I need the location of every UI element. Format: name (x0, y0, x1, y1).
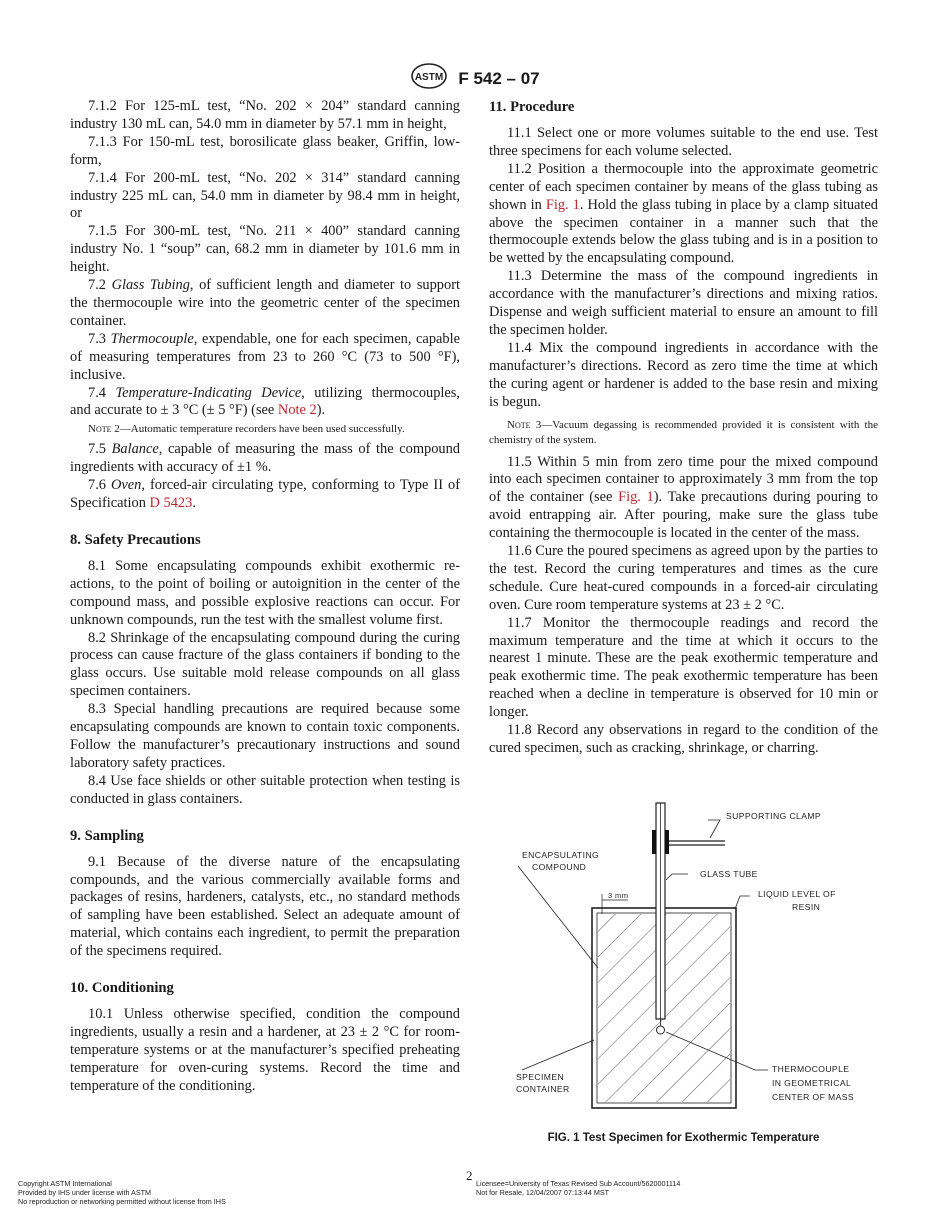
label-compound: COMPOUND (532, 862, 587, 872)
paragraph-11-5: 11.5 Within 5 min from zero time pour the mixed compound into each specimen container to approximately 3 mm from the top of the container (see Fig. 1). Take precautions during pouring to avoid entrapping air. After pouring, make sure the glass tube containing the thermocouple is located in the center of the mass. (489, 453, 878, 542)
paragraph-8-3: 8.3 Special handling precautions are required because some encapsulating compounds are known to contain toxic components. Follow the manufacturer’s precautionary instructions and sound laboratory safety practices. (70, 701, 460, 771)
paragraph-8-4: 8.4 Use face shields or other suitable protection when testing is conducted in glass containers. (70, 772, 460, 807)
footer-left: Copyright ASTM International Provided by IHS under license with ASTM No reproduction or networking permitted without license from IHS (18, 1179, 226, 1206)
label-liquid-level: LIQUID LEVEL OF (758, 889, 836, 899)
paragraph-7-1-2: 7.1.2 For 125-mL test, “No. 202 × 204” standard canning industry 130 mL can, 54.0 mm in diameter by 57.1 mm in height, (70, 98, 460, 132)
paragraph-7-1-5: 7.1.5 For 300-mL test, “No. 211 × 400” standard canning industry No. 1 “soup” can, 68.2 mm in diameter by 101.6 mm in height. (70, 223, 460, 276)
label-container: CONTAINER (516, 1084, 570, 1094)
page-header (0, 62, 950, 90)
paragraph-7-3: 7.3 Thermocouple, expendable, one for each specimen, capable of measuring temperatures from 23 to 260 °C (73 to 500 °F), inclusive. (70, 330, 460, 383)
paragraph-7-1-4: 7.1.4 For 200-mL test, “No. 202 × 314” standard canning industry 225 mL can, 54.0 mm in diameter by 98.4 mm in height, or (70, 169, 460, 222)
figure-caption: FIG. 1 Test Specimen for Exothermic Temperature (547, 1132, 820, 1144)
right-column (489, 98, 878, 758)
paragraph-11-6: 11.6 Cure the poured specimens as agreed upon by the parties to the test. Record the curing temperatures and times as the cure schedule. Cure heat-cured compounds in a forced-air circulating oven. Cure room temperature systems at 23 ± 2 °C. (489, 543, 878, 613)
standard-designation: F 542 – 07 (458, 68, 540, 88)
astm-logo-icon (410, 62, 448, 95)
label-glass-tube: GLASS TUBE (700, 869, 758, 879)
note-2-link[interactable]: Note 2 (277, 402, 317, 419)
section-9-heading: 9. Sampling (70, 827, 144, 844)
paragraph-9-1: 9.1 Because of the diverse nature of the encapsulating compounds, and the various commercially available forms and packages of resins, hardeners, catalysts, etc., no standard methods of sampling have been established. Select an adequate amount of material, which contains each ingredient, to permit the preparation of the specimens required. (70, 853, 460, 960)
paragraph-8-2: 8.2 Shrinkage of the encapsulating compound during the curing process can cause fracture of the glass containers if bonding to the glass occurs. Use suitable mold release compounds on all glass specimen containers. (70, 629, 460, 700)
page-number: 2 (466, 1168, 473, 1183)
paragraph-7-5: 7.5 Balance, capable of measuring the mass of the compound ingredients with accuracy of ±1 %. (70, 441, 460, 476)
svg-text:ASTM: ASTM (415, 72, 444, 83)
paragraph-11-4: 11.4 Mix the compound ingredients in accordance with the manufacturer’s directions. Record as zero time the time at which the curing agent or hardener is added to the base resin and mixing is begun. (489, 339, 878, 410)
left-column (70, 98, 460, 1096)
label-resin: RESIN (792, 902, 821, 912)
paragraph-11-7: 11.7 Monitor the thermocouple readings and record the maximum temperature and the time at which it occurs to the nearest 1 minute. These are the peak exothermic temperature and peak exothermic time. The peak exothermic temperature has been reached when a decline in temperature is observed for 10 min or longer. (489, 614, 878, 721)
section-8-heading: 8. Safety Precautions (70, 531, 201, 548)
footer-right: Licensee=University of Texas Revised Sub Account/5620001114 Not for Resale, 12/04/2007 07:13:44 MST (476, 1179, 681, 1197)
paragraph-11-2: 11.2 Position a thermocouple into the approximate geometric center of each specimen container by means of the glass tubing as shown in Fig. 1. Hold the glass tubing in place by a clamp situated above the specimen container in a manner such that the thermocouple extends below the glass tubing and is in a position to be wetted by the encapsulating compound. (489, 160, 878, 267)
label-in-geometrical: IN GEOMETRICAL (772, 1078, 852, 1088)
paragraph-11-3: 11.3 Determine the mass of the compound ingredients in accordance with the manufacturer’s directions and mixing ratios. Dispense and weigh sufficient material to ensure an amount to fill the specimen holder. (489, 268, 878, 338)
paragraph-7-4: 7.4 Temperature-Indicating Device, utilizing thermocouples, and accurate to ± 3 °C (± 5 °F) (see Note 2). (70, 384, 461, 419)
label-encapsulating: ENCAPSULATING (522, 850, 600, 860)
thermocouple-junction (657, 1026, 665, 1034)
note-2: Note 2—Automatic temperature recorders have been used successfully. (88, 423, 405, 436)
label-supporting-clamp: SUPPORTING CLAMP (726, 811, 822, 821)
label-center-of-mass: CENTER OF MASS (772, 1092, 854, 1102)
section-11-heading: 11. Procedure (489, 99, 575, 115)
section-10-heading: 10. Conditioning (70, 980, 174, 997)
fig-1-link[interactable]: Fig. 1 (618, 489, 654, 506)
note-3: Note 3—Vacuum degassing is recommended provided it is consistent with the chemistry of the system. (489, 418, 878, 446)
d5423-link[interactable]: D 5423 (149, 495, 193, 512)
label-thermocouple: THERMOCOUPLE (772, 1064, 850, 1074)
paragraph-11-1: 11.1 Select one or more volumes suitable to the end use. Test three specimens for each volume selected. (489, 125, 878, 159)
paragraph-7-2: 7.2 Glass Tubing, of sufficient length and diameter to support the thermocouple wire into the geometric center of the specimen container. (70, 277, 460, 329)
figure-1 (500, 800, 880, 1150)
fig-1-link[interactable]: Fig. 1 (545, 196, 580, 213)
paragraph-10-1: 10.1 Unless otherwise specified, condition the compound ingredients, usually a resin and a hardener, at 23 ± 2 °C for room-temperature systems or at the manufacturer’s specified preheating temperature for oven-curing systems. Record the time and temperature of the conditioning. (70, 1006, 460, 1094)
paragraph-8-1: 8.1 Some encapsulating compounds exhibit exothermic reactions, to the point of boiling or autoignition in the center of the compound mass, and possible explosive reactions can occur. For unknown compounds, run the test with the smallest volume first. (70, 557, 460, 628)
supporting-clamp (652, 830, 656, 854)
label-3mm: 3 mm (608, 891, 629, 900)
label-specimen: SPECIMEN (516, 1072, 565, 1082)
paragraph-7-6: 7.6 Oven, forced-air circulating type, conforming to Type II of Specification D 5423. (70, 477, 460, 512)
paragraph-11-8: 11.8 Record any observations in regard to the condition of the cured specimen, such as cracking, shrinkage, or charring. (489, 722, 878, 756)
paragraph-7-1-3: 7.1.3 For 150-mL test, borosilicate glass beaker, Griffin, low-form, (70, 133, 460, 168)
